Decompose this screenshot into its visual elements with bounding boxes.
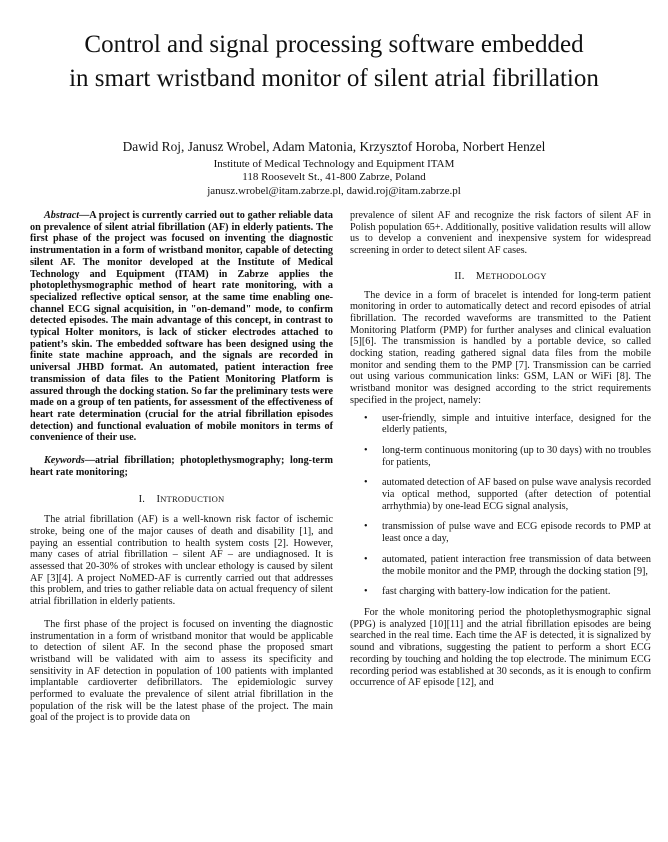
author-emails: janusz.wrobel@itam.zabrze.pl, dawid.roj@itam.zabrze.pl (207, 184, 461, 197)
title-line-2: in smart wristband monitor of silent atrial fibrillation (69, 65, 599, 92)
list-item: • transmission of pulse wave and ECG episode records to PMP at least once a day, (350, 521, 651, 544)
affiliation (0, 158, 668, 198)
keywords (30, 455, 333, 478)
section-title-rest: ETHODOLOGY (485, 270, 547, 281)
title-line-1: Control and signal processing software embedded (84, 31, 584, 58)
intro-paragraph-2-continued: prevalence of silent AF and recognize the risk factors of silent AF in Polish population 65+. Additionally, positive validation results will allow us to develop a convenient and inexpensive system for widespread screening in order to detect silent AF cases. (350, 210, 651, 257)
list-item: • user-friendly, simple and intuitive interface, designed for the elderly patients, (350, 413, 651, 436)
section-number: I. (138, 494, 146, 506)
abstract-text: —A project is currently carried out to gather reliable data on prevalence of silent atrial fibrillation (AF) in elderly patients. The first phase of the project was focused on inventing the diagnostic instrumentation in a form of wristband monitor, capable of detecting silent AF. The monitor developed at the Institute of Medical Technology and Equipment (ITAM) in Zabrze applies the photoplethysmographic method of heart rate monitoring, with a specialized reflective optical sensor, at the same time enabling one-channel ECG signal acquisition, in "on-demand" mode, to confirm detected episodes. The main advantage of this concept, in contrast to typical Holter monitors, is lack of sticker electrodes attached to patient’s skin. The embedded software has been designed using the finite state machine approach, and the signals are recorded in universal JHBD format. An automated, patient interaction free transmission of data files to the Patient Monitoring Platform is assured through the docking station. So far the preliminary tests were made on a group of ten patients, for assessment of the effectiveness of heart rate determination (crucial for the atrial fibrillation episodes detection) and functional evaluation of mobile monitors in terms of convenience of their use. (30, 210, 333, 444)
section-initial: I (156, 494, 161, 506)
section-heading-introduction (30, 494, 333, 506)
abstract-label: Abstract (44, 210, 80, 221)
author-list: Dawid Roj, Janusz Wrobel, Adam Matonia, Krzysztof Horoba, Norbert Henzel (122, 139, 546, 154)
list-item: • automated, patient interaction free transmission of data between the mobile monitor and the PMP, through the docking station [9], (350, 554, 651, 577)
institute-name: Institute of Medical Technology and Equipment ITAM (213, 158, 455, 170)
right-column (350, 210, 651, 689)
left-column (30, 210, 333, 724)
methodology-paragraph-2: For the whole monitoring period the photoplethysmographic signal (PPG) is analyzed [10][11] and the atrial fibrillation episodes are being searched in the real time. Each time the AF is detected, it is signalized by sound and vibrations, suggesting the patient to perform a short ECG recording by touching and holding the top electrode. The minimum ECG recording period was established at 30 seconds, as it is enough to confirm occurrence of AF episode [12], and (350, 606, 651, 689)
intro-paragraph-1: The atrial fibrillation (AF) is a well-known risk factor of ischemic stroke, being one of the major causes of death and disability [1], and paying an essential contribution to health system costs [2]. However, many cases of atrial fibrillation – silent AF – are undiagnosed. It is assessed that 20-30% of strokes with unclear ethology is caused by silent AF [3][4]. A project NoMED-AF is currently carried out that addresses this problem, and tries to gather reliable data on actual frequency of silent atrial fibrillation in elderly patients. (30, 514, 333, 608)
paper-title (0, 28, 668, 96)
section-title-rest: NTRODUCTION (160, 494, 225, 505)
keywords-label: Keywords (44, 455, 85, 467)
requirements-list (350, 413, 651, 598)
list-item: • automated detection of AF based on pulse wave analysis recorded via optical method, supported (after detection of potential arrhythmia) by one-lead ECG signal analysis, (350, 477, 651, 512)
list-item: • long-term continuous monitoring (up to 30 days) with no troubles for patients, (350, 445, 651, 468)
section-heading-methodology (350, 271, 651, 283)
abstract (30, 210, 333, 444)
methodology-paragraph-1: The device in a form of bracelet is intended for long-term patient monitoring in order to automatically detect and record episodes of atrial fibrillation. The recorded waveforms are transmitted to the Patient Monitoring Platform (PMP) for further analyses and clinical evaluation [5][6]. The transmission is handled by a portable device, so called docking station, reading gathered signal data files from the mobile monitor and sending them to the PMP [7]. Transmission can be carried out using various communication links: GSM, LAN or WiFi [8]. The wristband monitor was designed according to the strict requirements specified in the project, namely: (350, 289, 651, 406)
section-number: II. (454, 270, 465, 282)
keywords-text: —atrial fibrillation; photoplethysmography; long-term heart rate monitoring; (30, 455, 333, 478)
intro-paragraph-2: The first phase of the project is focused on inventing the diagnostic instrumentation in a form of wristband monitor that would be applicable to detection of silent AF. In the second phase the proposed smart wristband will be validated with aim to assess its specificity and sensitivity in AF detection in population of 100 patients with implanted implantable cardioverter defibrillators. The epidemiologic survey performed to evaluate the prevalence of silent atrial fibrillation in the population of the risk will be the latest phase of the project. The main goal of the project is to provide data on (30, 618, 333, 724)
section-initial: M (475, 270, 486, 282)
list-item: • fast charging with battery-low indication for the patient. (350, 586, 651, 598)
institute-address: 118 Roosevelt St., 41-800 Zabrze, Poland (242, 171, 426, 184)
